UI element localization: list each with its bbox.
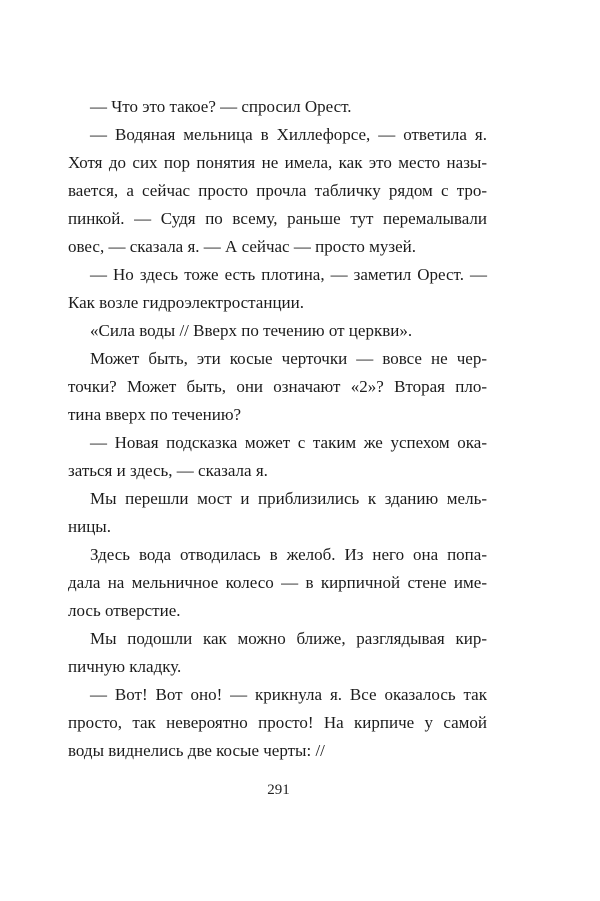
text-line: точки? Может быть, они означают «2»? Вторая пло- <box>68 377 487 396</box>
text-line: Мы перешли мост и приблизились к зданию мель- <box>90 489 487 508</box>
text-line: Может быть, эти косые черточки — вовсе не чер- <box>90 349 487 368</box>
text-line: — Водяная мельница в Хиллефорсе, — ответила я. <box>90 125 487 144</box>
text-line: тина вверх по течению? <box>68 405 242 424</box>
text-line: — Вот! Вот оно! — крикнула я. Все оказалось так <box>90 685 487 704</box>
text-line: «Сила воды // Вверх по течению от церкви». <box>90 321 413 340</box>
text-line: пичную кладку. <box>68 657 182 676</box>
body-text <box>68 93 487 765</box>
text-line: Здесь вода отводилась в желоб. Из него она попа- <box>90 545 487 564</box>
text-line: просто, так невероятно просто! На кирпиче у самой <box>68 713 487 732</box>
text-line: Мы подошли как можно ближе, разглядывая кир- <box>90 629 487 648</box>
text-line: пинкой. — Судя по всему, раньше тут перемалывали <box>68 209 487 228</box>
text-line: лось отверстие. <box>68 601 181 620</box>
page-number: 291 <box>267 782 290 798</box>
text-line: — Но здесь тоже есть плотина, — заметил Орест. — <box>90 265 487 284</box>
text-line: вается, а сейчас просто прочла табличку рядом с тро- <box>68 181 487 200</box>
text-line: — Новая подсказка может с таким же успехом ока- <box>90 433 487 452</box>
text-line: — Что это такое? — спросил Орест. <box>90 97 352 116</box>
text-line: дала на мельничное колесо — в кирпичной стене име- <box>68 573 487 592</box>
text-line: Хотя до сих пор понятия не имела, как это место назы- <box>68 153 487 172</box>
text-line: овес, — сказала я. — А сейчас — просто музей. <box>68 237 416 256</box>
text-line: ницы. <box>68 517 111 536</box>
text-line: Как возле гидроэлектростанции. <box>68 293 304 312</box>
text-line: воды виднелись две косые черты: // <box>68 741 325 760</box>
text-line: заться и здесь, — сказала я. <box>68 461 268 480</box>
